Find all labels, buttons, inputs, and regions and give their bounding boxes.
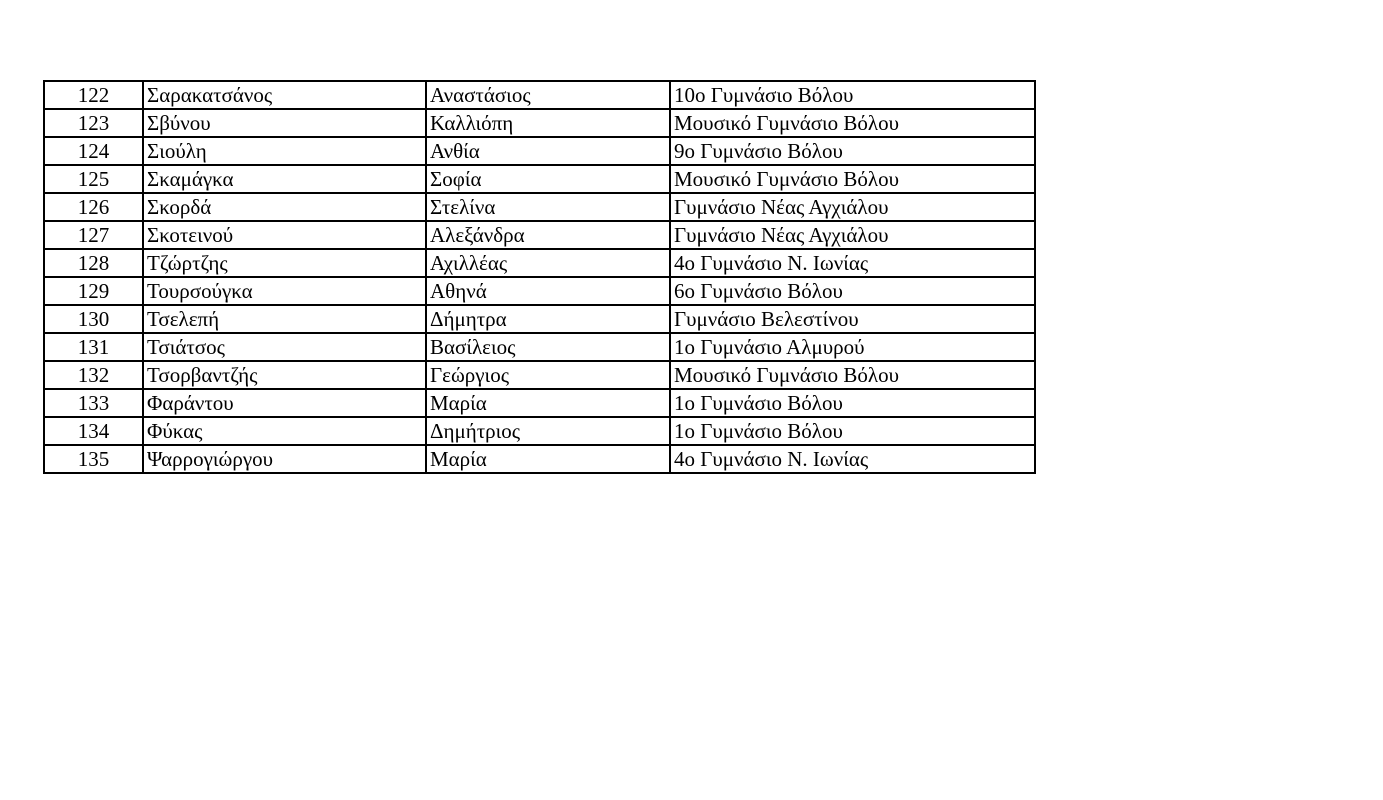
row-number-cell: 126 xyxy=(44,193,143,221)
first-name-cell: Γεώργιος xyxy=(426,361,670,389)
school-cell: 1ο Γυμνάσιο Βόλου xyxy=(670,417,1035,445)
first-name-cell: Αχιλλέας xyxy=(426,249,670,277)
first-name-cell: Μαρία xyxy=(426,445,670,473)
row-number-cell: 135 xyxy=(44,445,143,473)
school-cell: Μουσικό Γυμνάσιο Βόλου xyxy=(670,361,1035,389)
row-number-cell: 123 xyxy=(44,109,143,137)
school-cell: 1ο Γυμνάσιο Βόλου xyxy=(670,389,1035,417)
row-number-cell: 130 xyxy=(44,305,143,333)
first-name-cell: Σοφία xyxy=(426,165,670,193)
surname-cell: Σβύνου xyxy=(143,109,426,137)
row-number-cell: 133 xyxy=(44,389,143,417)
school-cell: 1ο Γυμνάσιο Αλμυρού xyxy=(670,333,1035,361)
first-name-cell: Δημήτριος xyxy=(426,417,670,445)
row-number-cell: 128 xyxy=(44,249,143,277)
table-row xyxy=(44,249,1035,277)
row-number-cell: 122 xyxy=(44,81,143,109)
first-name-cell: Στελίνα xyxy=(426,193,670,221)
surname-cell: Σκαμάγκα xyxy=(143,165,426,193)
table-row xyxy=(44,333,1035,361)
table-row xyxy=(44,389,1035,417)
surname-cell: Σιούλη xyxy=(143,137,426,165)
school-cell: Γυμνάσιο Νέας Αγχιάλου xyxy=(670,193,1035,221)
school-cell: Γυμνάσιο Βελεστίνου xyxy=(670,305,1035,333)
table-row xyxy=(44,193,1035,221)
first-name-cell: Ανθία xyxy=(426,137,670,165)
first-name-cell: Δήμητρα xyxy=(426,305,670,333)
surname-cell: Σκορδά xyxy=(143,193,426,221)
table-row xyxy=(44,81,1035,109)
first-name-cell: Αθηνά xyxy=(426,277,670,305)
surname-cell: Τουρσούγκα xyxy=(143,277,426,305)
row-number-cell: 134 xyxy=(44,417,143,445)
first-name-cell: Αλεξάνδρα xyxy=(426,221,670,249)
school-cell: 9ο Γυμνάσιο Βόλου xyxy=(670,137,1035,165)
surname-cell: Τσελεπή xyxy=(143,305,426,333)
surname-cell: Ψαρρογιώργου xyxy=(143,445,426,473)
surname-cell: Τσορβαντζής xyxy=(143,361,426,389)
row-number-cell: 127 xyxy=(44,221,143,249)
surname-cell: Τσιάτσος xyxy=(143,333,426,361)
table-row xyxy=(44,417,1035,445)
surname-cell: Τζώρτζης xyxy=(143,249,426,277)
table-row xyxy=(44,277,1035,305)
first-name-cell: Καλλιόπη xyxy=(426,109,670,137)
row-number-cell: 129 xyxy=(44,277,143,305)
first-name-cell: Μαρία xyxy=(426,389,670,417)
surname-cell: Φαράντου xyxy=(143,389,426,417)
school-cell: 10ο Γυμνάσιο Βόλου xyxy=(670,81,1035,109)
row-number-cell: 131 xyxy=(44,333,143,361)
table-row xyxy=(44,137,1035,165)
school-cell: 6ο Γυμνάσιο Βόλου xyxy=(670,277,1035,305)
first-name-cell: Αναστάσιος xyxy=(426,81,670,109)
school-cell: 4ο Γυμνάσιο Ν. Ιωνίας xyxy=(670,445,1035,473)
row-number-cell: 124 xyxy=(44,137,143,165)
surname-cell: Φύκας xyxy=(143,417,426,445)
table-row xyxy=(44,361,1035,389)
row-number-cell: 132 xyxy=(44,361,143,389)
table-row xyxy=(44,109,1035,137)
table-body xyxy=(44,81,1035,473)
table-row xyxy=(44,305,1035,333)
table-row xyxy=(44,221,1035,249)
surname-cell: Σαρακατσάνος xyxy=(143,81,426,109)
school-cell: 4ο Γυμνάσιο Ν. Ιωνίας xyxy=(670,249,1035,277)
student-table xyxy=(43,80,1036,474)
surname-cell: Σκοτεινού xyxy=(143,221,426,249)
school-cell: Μουσικό Γυμνάσιο Βόλου xyxy=(670,165,1035,193)
first-name-cell: Βασίλειος xyxy=(426,333,670,361)
school-cell: Γυμνάσιο Νέας Αγχιάλου xyxy=(670,221,1035,249)
table-row xyxy=(44,445,1035,473)
table-row xyxy=(44,165,1035,193)
school-cell: Μουσικό Γυμνάσιο Βόλου xyxy=(670,109,1035,137)
row-number-cell: 125 xyxy=(44,165,143,193)
